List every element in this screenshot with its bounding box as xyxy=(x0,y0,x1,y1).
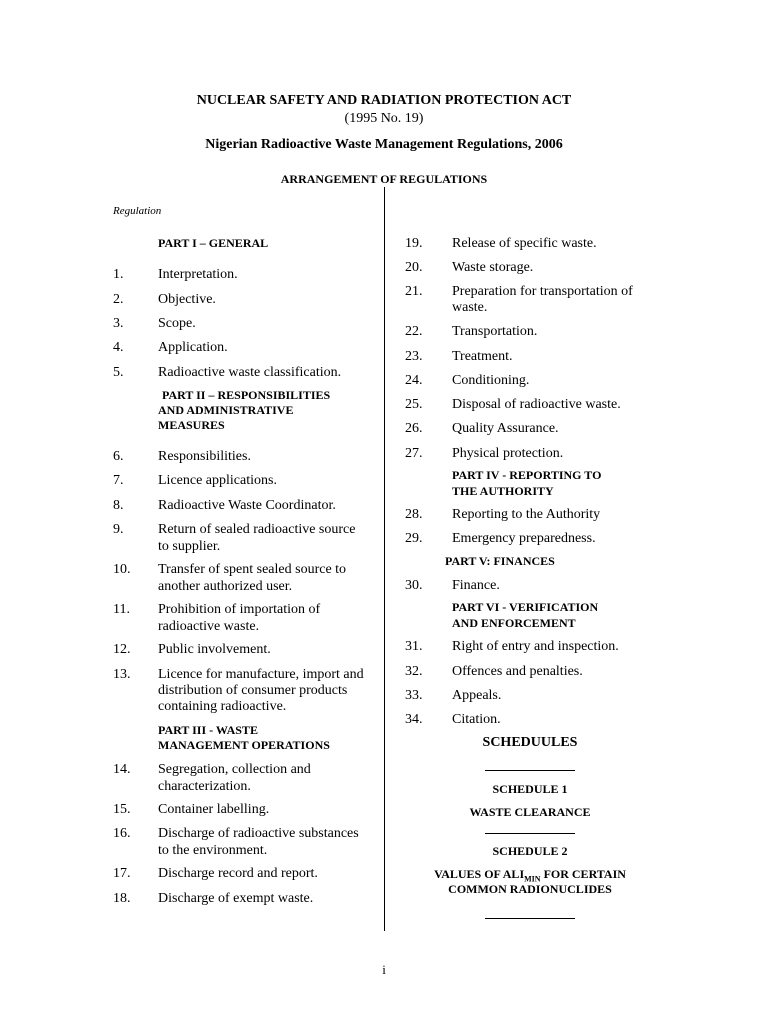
reg-number: 11. xyxy=(113,602,130,617)
part-heading: MANAGEMENT OPERATIONS xyxy=(158,738,330,752)
reg-number: 19. xyxy=(405,236,423,251)
reg-number: 29. xyxy=(405,531,423,546)
part-heading: PART IV - REPORTING TO xyxy=(452,468,602,482)
reg-title: Return of sealed radioactive source xyxy=(158,522,356,537)
reg-number: 25. xyxy=(405,397,423,412)
reg-title-cont: to supplier. xyxy=(158,539,221,554)
reg-title: Appeals. xyxy=(452,688,502,703)
reg-number: 14. xyxy=(113,762,131,777)
reg-title: Discharge of exempt waste. xyxy=(158,891,314,906)
schedule-2-name-sub: MIN xyxy=(524,874,541,884)
reg-title: Objective. xyxy=(158,292,216,307)
reg-title-cont: containing radioactive. xyxy=(158,699,287,714)
reg-number: 1. xyxy=(113,267,124,282)
reg-title: Finance. xyxy=(452,578,500,593)
part-heading: PART III - WASTE xyxy=(158,723,258,737)
schedule-1-name: WASTE CLEARANCE xyxy=(469,805,591,819)
reg-number: 2. xyxy=(113,292,124,307)
horizontal-rule xyxy=(485,770,575,771)
reg-number: 9. xyxy=(113,522,124,537)
regulations-title: Nigerian Radioactive Waste Management Regulations, 2006 xyxy=(205,137,563,152)
reg-title: Transfer of spent sealed source to xyxy=(158,562,347,577)
reg-title: Public involvement. xyxy=(158,642,271,657)
act-title: NUCLEAR SAFETY AND RADIATION PROTECTION ACT xyxy=(196,93,572,108)
reg-title: Quality Assurance. xyxy=(452,421,559,436)
reg-title: Offences and penalties. xyxy=(452,664,583,679)
reg-title: Radioactive Waste Coordinator. xyxy=(158,498,336,513)
reg-title: Emergency preparedness. xyxy=(452,531,596,546)
reg-title: Waste storage. xyxy=(452,260,534,275)
schedule-2-name xyxy=(410,867,650,883)
reg-number: 27. xyxy=(405,446,423,461)
horizontal-rule xyxy=(485,833,575,834)
part-heading: AND ENFORCEMENT xyxy=(452,616,576,630)
arrangement-heading: ARRANGEMENT OF REGULATIONS xyxy=(280,172,488,186)
act-number: (1995 No. 19) xyxy=(344,111,424,126)
reg-number: 17. xyxy=(113,866,131,881)
page-number: i xyxy=(382,962,386,977)
reg-title: Reporting to the Authority xyxy=(452,507,601,522)
reg-number: 32. xyxy=(405,664,423,679)
part-heading: MEASURES xyxy=(158,418,225,432)
reg-number: 20. xyxy=(405,260,423,275)
reg-title: Treatment. xyxy=(452,349,513,364)
reg-title: Interpretation. xyxy=(158,267,238,282)
part-heading: AND ADMINISTRATIVE xyxy=(158,403,294,417)
reg-number: 12. xyxy=(113,642,131,657)
reg-title: Segregation, collection and xyxy=(158,762,311,777)
reg-number: 5. xyxy=(113,365,124,380)
reg-title: Release of specific waste. xyxy=(452,236,597,251)
schedule-2-name-pre: VALUES OF ALI xyxy=(434,867,525,881)
reg-title-cont: waste. xyxy=(452,300,488,315)
part-heading: PART I – GENERAL xyxy=(158,236,269,250)
reg-number: 3. xyxy=(113,316,124,331)
schedule-1-title: SCHEDULE 1 xyxy=(492,782,568,796)
reg-number: 21. xyxy=(405,284,423,299)
reg-title: Transportation. xyxy=(452,324,538,339)
reg-title-cont: characterization. xyxy=(158,779,251,794)
reg-number: 33. xyxy=(405,688,423,703)
reg-number: 26. xyxy=(405,421,423,436)
reg-number: 10. xyxy=(113,562,131,577)
schedule-2-title: SCHEDULE 2 xyxy=(492,844,568,858)
column-divider xyxy=(384,187,385,931)
reg-title: Preparation for transportation of xyxy=(452,284,633,299)
reg-number: 13. xyxy=(113,667,131,682)
reg-title: Application. xyxy=(158,340,228,355)
reg-title: Licence applications. xyxy=(158,473,277,488)
reg-title-cont: another authorized user. xyxy=(158,579,293,594)
reg-title: Citation. xyxy=(452,712,501,727)
reg-number: 31. xyxy=(405,639,423,654)
reg-title: Physical protection. xyxy=(452,446,564,461)
reg-title: Disposal of radioactive waste. xyxy=(452,397,621,412)
part-heading: PART II – RESPONSIBILITIES xyxy=(162,388,331,402)
reg-title: Conditioning. xyxy=(452,373,530,388)
reg-title: Right of entry and inspection. xyxy=(452,639,619,654)
reg-number: 24. xyxy=(405,373,423,388)
schedule-2-name-post: FOR CERTAIN xyxy=(540,867,626,881)
reg-title: Radioactive waste classification. xyxy=(158,365,342,380)
reg-title-cont: radioactive waste. xyxy=(158,619,260,634)
schedule-2-name-cont: COMMON RADIONUCLIDES xyxy=(448,882,612,896)
schedules-heading: SCHEDUULES xyxy=(482,735,578,750)
reg-title-cont: distribution of consumer products xyxy=(158,683,348,698)
regulation-column-label: Regulation xyxy=(113,205,162,217)
part-heading: THE AUTHORITY xyxy=(452,484,554,498)
reg-title: Licence for manufacture, import and xyxy=(158,667,364,682)
reg-number: 34. xyxy=(405,712,423,727)
reg-title: Responsibilities. xyxy=(158,449,251,464)
reg-number: 22. xyxy=(405,324,423,339)
reg-title: Discharge record and report. xyxy=(158,866,318,881)
part-heading: PART V: FINANCES xyxy=(445,554,555,568)
reg-title: Discharge of radioactive substances xyxy=(158,826,359,841)
reg-title: Container labelling. xyxy=(158,802,270,817)
reg-number: 8. xyxy=(113,498,124,513)
reg-number: 18. xyxy=(113,891,131,906)
reg-number: 7. xyxy=(113,473,124,488)
reg-title-cont: to the environment. xyxy=(158,843,268,858)
reg-title: Prohibition of importation of xyxy=(158,602,321,617)
reg-number: 6. xyxy=(113,449,124,464)
reg-number: 15. xyxy=(113,802,131,817)
reg-number: 16. xyxy=(113,826,131,841)
horizontal-rule xyxy=(485,918,575,919)
part-heading: PART VI - VERIFICATION xyxy=(452,600,599,614)
reg-number: 28. xyxy=(405,507,423,522)
reg-number: 4. xyxy=(113,340,124,355)
reg-title: Scope. xyxy=(158,316,196,331)
reg-number: 30. xyxy=(405,578,423,593)
reg-number: 23. xyxy=(405,349,423,364)
